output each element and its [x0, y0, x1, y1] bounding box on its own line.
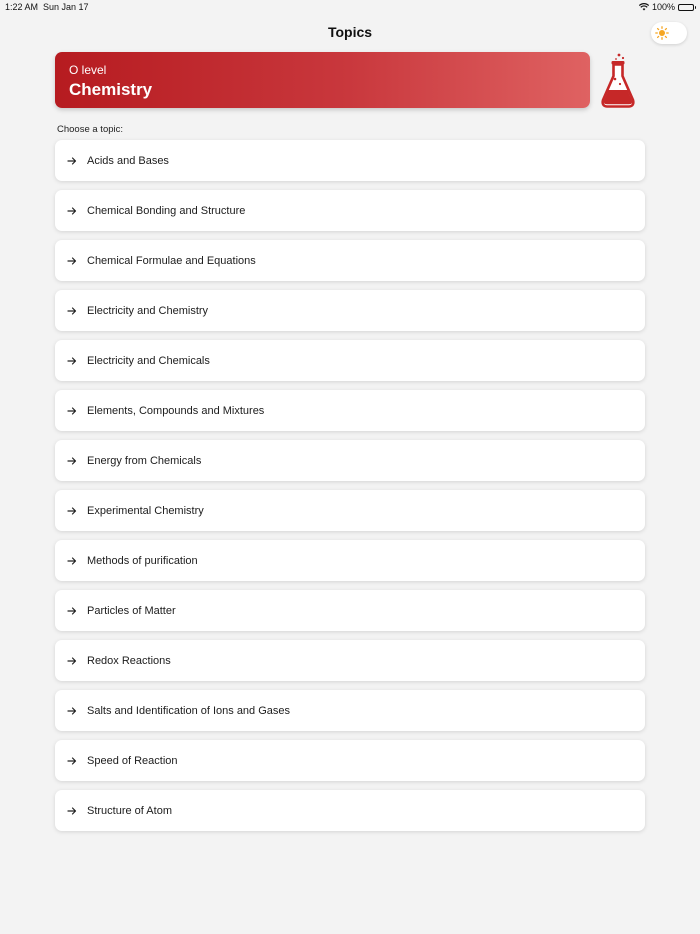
arrow-right-icon: [67, 406, 77, 416]
arrow-right-icon: [67, 706, 77, 716]
topic-item[interactable]: [55, 590, 645, 631]
topic-item[interactable]: [55, 790, 645, 831]
topic-label: Methods of purification: [87, 554, 198, 567]
topic-item[interactable]: [55, 490, 645, 531]
arrow-right-icon: [67, 306, 77, 316]
arrow-right-icon: [67, 156, 77, 166]
topic-label: Chemical Formulae and Equations: [87, 254, 256, 267]
topic-label: Chemical Bonding and Structure: [87, 204, 246, 217]
header-level: O level: [69, 63, 107, 77]
topic-item[interactable]: [55, 240, 645, 281]
topic-label: Speed of Reaction: [87, 754, 178, 767]
status-indicators: [639, 2, 694, 12]
topic-label: Electricity and Chemistry: [87, 304, 209, 317]
arrow-right-icon: [67, 356, 77, 366]
sun-icon: [655, 26, 669, 40]
topic-item[interactable]: [55, 540, 645, 581]
topic-item[interactable]: [55, 290, 645, 331]
page-title: Topics: [327, 24, 373, 40]
battery-percent: 100%: [651, 2, 675, 12]
topic-label: Acids and Bases: [87, 154, 169, 167]
topic-label: Energy from Chemicals: [87, 454, 202, 467]
status-bar: [0, 0, 700, 14]
arrow-right-icon: [67, 756, 77, 766]
topic-label: Structure of Atom: [87, 804, 172, 817]
topic-item[interactable]: [55, 440, 645, 481]
topic-list: [55, 140, 645, 840]
topic-item[interactable]: [55, 340, 645, 381]
topic-label: Experimental Chemistry: [87, 504, 204, 517]
topic-label: Particles of Matter: [87, 604, 176, 617]
topic-item[interactable]: [55, 140, 645, 181]
subject-header: [55, 52, 590, 108]
arrow-right-icon: [67, 656, 77, 666]
flask-icon: [598, 52, 638, 110]
arrow-right-icon: [67, 206, 77, 216]
topic-label: Salts and Identification of Ions and Gases: [87, 704, 291, 717]
status-date: Sun Jan 17: [43, 2, 89, 12]
arrow-right-icon: [67, 456, 77, 466]
topic-label: Electricity and Chemicals: [87, 354, 210, 367]
arrow-right-icon: [67, 606, 77, 616]
arrow-right-icon: [67, 556, 77, 566]
battery-icon: [678, 4, 694, 11]
header-subject: Chemistry: [69, 80, 153, 99]
topic-item[interactable]: [55, 640, 645, 681]
arrow-right-icon: [67, 806, 77, 816]
topic-label: Elements, Compounds and Mixtures: [87, 404, 265, 417]
topic-item[interactable]: [55, 190, 645, 231]
topics-label: Choose a topic:: [57, 124, 124, 135]
wifi-icon: [639, 3, 649, 11]
topic-item[interactable]: [55, 690, 645, 731]
topic-item[interactable]: [55, 740, 645, 781]
topic-label: Redox Reactions: [87, 654, 171, 667]
topic-item[interactable]: [55, 390, 645, 431]
theme-toggle[interactable]: [651, 22, 687, 44]
arrow-right-icon: [67, 506, 77, 516]
status-time: 1:22 AM: [5, 2, 39, 12]
arrow-right-icon: [67, 256, 77, 266]
